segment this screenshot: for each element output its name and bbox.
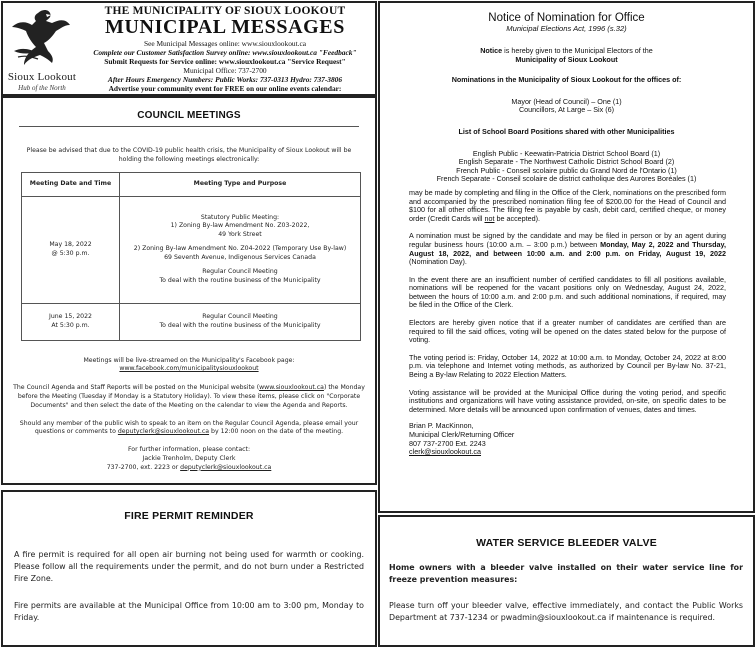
purpose-line: Regular Council Meeting <box>202 268 278 276</box>
meeting-time: At 5:30 p.m. <box>51 321 90 329</box>
voting-assistance-paragraph: Voting assistance will be provided at the Municipal Office during the voting period, and specific institutions and organizations will have voting assistance provided, on-site, on specific dates to be determined. More details will be announced upon confirmation of venues, dates and times. <box>409 387 726 414</box>
masthead-events-line: Advertise your community event for FREE on our online events calendar: <box>108 84 342 94</box>
logo-wordmark: Sioux Lookout <box>7 71 77 83</box>
purpose-line: 1) Zoning By-law Amendment No. Z03-2022, <box>170 222 310 230</box>
contact-intro: For further information, please contact: <box>127 446 251 454</box>
list-item: English Public - Keewatin-Patricia District School Board (1) <box>472 148 661 158</box>
purpose-line: 69 Seventh Avenue, Indigenous Services Canada <box>164 253 316 261</box>
col-header-type: Meeting Type and Purpose <box>120 172 361 196</box>
meeting-date: June 15, 2022 <box>49 313 92 320</box>
clerk-phone: 807 737-2700 Ext. 2243 <box>409 438 486 448</box>
meetings-table <box>21 172 361 341</box>
meeting-purpose-cell <box>120 196 361 303</box>
filing-text-start: may be made by completing and filing in the Office of the Clerk, nominations on the prescribed form and accompanied by the prescribed nomination filing fee of $200.00 for the Head of Council and $100 for all other offices. The filing fee is payable by cash, debit card, certified cheque, or money order (Credit Cards will <box>409 187 726 223</box>
clerk-email-link[interactable]: clerk@siouxlookout.ca <box>409 447 482 457</box>
clerk-title: Municipal Clerk/Returning Officer <box>409 430 515 439</box>
offices-list <box>380 98 753 115</box>
school-board-list <box>380 150 753 184</box>
meeting-date: May 18, 2022 <box>49 241 92 248</box>
list-item: Councillors, At Large – Six (6) <box>518 105 615 115</box>
website-link[interactable]: www.siouxlookout.ca <box>259 384 324 392</box>
purpose-line: To deal with the routine business of the Municipality <box>159 277 321 285</box>
clerk-name: Brian P. MacKinnon, <box>409 421 474 431</box>
municipality-logo <box>6 7 76 91</box>
council-intro: Please be advised that due to the COVID-19 public health crisis, the Municipality of Sioux Lookout will be holding the following meetings electronically: <box>26 147 352 163</box>
voting-notice-paragraph: Electors are hereby given notice that if a greater number of candidates are certified than are required to fill the said offices, voting will be opened on the dates stated below for the purpose of voting. <box>409 318 726 345</box>
water-bleeder-section <box>378 515 755 647</box>
contact-phone: 737-2700, ext. 2223 or <box>106 463 181 471</box>
masthead <box>1 1 377 96</box>
public-text-end: by 12:00 noon on the date of the meeting. <box>209 428 344 436</box>
masthead-survey-line[interactable]: Complete our Customer Satisfaction Survey online: www.siouxlookout.ca "Feedback" <box>93 48 357 58</box>
reopen-paragraph: In the event there are an insufficient number of certified candidates to fill all positions available, nominations will be reopened for the vacant positions only on Wednesday, August 24, 2022, between the hours of 10:00 a.m. and 2:00 p.m. and such additional nominations, if required, may be filed in the Office of the Clerk. <box>409 274 726 310</box>
nomination-notice-section <box>378 1 755 513</box>
water-bleeder-instructions: Please turn off your bleeder valve, effective immediately, and contact the Public Works Department at 737-1234 or pwadmin@siouxlookout.ca if maintenance is required. <box>389 601 743 622</box>
table-row <box>22 303 361 340</box>
meeting-purpose-cell <box>120 303 361 340</box>
masthead-office-phone: Municipal Office: 737-2700 <box>183 66 267 76</box>
notice-keyword: Notice <box>480 46 503 55</box>
table-row <box>22 196 361 303</box>
agenda-text-start: The Council Agenda and Staff Reports will be posted on the Municipal website ( <box>13 384 260 392</box>
period-text-start: A nomination must be signed by the candidate and may be filed in person or by an agent during regular business hours (10:00 a.m. – 3:00 p.m.) between <box>409 231 726 249</box>
masthead-emergency-line: After Hours Emergency Numbers: Public Works: 737-0313 Hydro: 737-3806 <box>107 75 343 85</box>
filing-not-emphasis: not <box>484 213 495 223</box>
meetings-table-header <box>22 172 361 196</box>
contact-name: Jackie Trenholm, Deputy Clerk <box>142 454 236 462</box>
fire-permit-section <box>1 490 377 647</box>
nomination-subtitle: Municipal Elections Act, 1996 (s.32) <box>506 24 627 33</box>
deputy-clerk-email-link[interactable]: deputyclerk@siouxlookout.ca <box>117 428 210 436</box>
agenda-text-end: ) the Monday before the Meeting (Tuesday if Monday is a Statutory Holiday). To view these items, please click on "Corporate Documents" and then select the date of the Meeting on the calendar to view the Agenda and Reports. <box>17 384 365 409</box>
logo-tagline: Hub of the North <box>18 84 66 92</box>
council-meetings-title: COUNCIL MEETINGS <box>137 110 241 121</box>
purpose-line: 49 York Street <box>218 230 262 238</box>
eagle-logo-icon <box>8 7 74 69</box>
col-header-date: Meeting Date and Time <box>22 172 120 196</box>
fire-permit-paragraph: A fire permit is required for all open air burning not being used for warmth or cooking. Please follow all the requirements under the permit, and do not burn under a Restricted Fire Zone. <box>14 550 364 583</box>
filing-paragraph <box>380 189 753 223</box>
council-contact <box>15 446 363 472</box>
masthead-text <box>77 5 373 103</box>
list-item: English Separate - The Northwest Catholic District School Board (2) <box>458 157 675 167</box>
list-item: French Public - Conseil scolaire public du Grand Nord de l'Ontario (1) <box>456 165 677 175</box>
list-item: French Separate - Conseil scolaire de district catholique des Aurores Boréales (1) <box>436 174 697 184</box>
purpose-line: Statutory Public Meeting: <box>200 213 280 221</box>
period-text-end: (Nomination Day). <box>409 257 467 267</box>
school-board-heading: List of School Board Positions shared with other Municipalities <box>458 126 675 136</box>
livestream-notice <box>15 357 363 375</box>
masthead-online-link[interactable]: See Municipal Messages online: www.siouxlookout.ca <box>143 39 307 48</box>
nomination-title: Notice of Nomination for Office <box>488 12 645 24</box>
agenda-notice <box>13 384 365 410</box>
purpose-line: 2) Zoning By-law Amendment No. Z04-2022 (Temporary Use By-law) <box>133 245 347 253</box>
meeting-date-cell <box>22 303 120 340</box>
contact-email-link[interactable]: deputyclerk@siouxlookout.ca <box>180 463 272 471</box>
notice-text: is hereby given to the Municipal Electors of the <box>502 46 653 55</box>
purpose-line: To deal with the routine business of the Municipality <box>159 321 321 329</box>
notice-municipality: Municipality of Sioux Lookout <box>515 54 618 64</box>
voting-period-paragraph: The voting period is: Friday, October 14, 2022 at 10:00 a.m. to Monday, October 24, 2022 at 8:00 p.m. via telephone and Internet voting methods, as authorized by Council per By-law No. 37-21, Being a By-law Relating to 2022 Election Matters. <box>409 352 726 380</box>
facebook-link[interactable]: www.facebook.com/municipalitysiouxlookout <box>119 365 259 373</box>
filing-text-end: be accepted). <box>494 213 541 223</box>
council-meetings-section <box>1 96 377 485</box>
fire-permit-title: FIRE PERMIT REMINDER <box>124 510 254 522</box>
meeting-time: @ 5:30 p.m. <box>51 249 90 257</box>
meeting-date-cell <box>22 196 120 303</box>
public-text-start: Should any member of the public wish to speak to an item on the Regular Council Agenda, please email your questions or comments to <box>19 419 359 436</box>
masthead-municipality: THE MUNICIPALITY OF SIOUX LOOKOUT <box>104 5 346 17</box>
nomination-notice-intro <box>380 47 753 64</box>
purpose-line: Regular Council Meeting <box>202 313 278 320</box>
masthead-service-line[interactable]: Submit Requests for Service online: www.siouxlookout.ca "Service Request" <box>104 57 346 67</box>
masthead-title: MUNICIPAL MESSAGES <box>105 16 345 38</box>
period-dates: Monday, May 2, 2022 and Thursday, August 18, 2022, and between 10:00 a.m. and 2:00 p.m. on Friday, August 19, 2022 <box>409 239 726 258</box>
public-comments-notice <box>15 420 363 438</box>
nomination-period-paragraph <box>380 232 753 266</box>
water-bleeder-audience: Home owners with a bleeder valve installed on their water service line for freeze prevention measures: <box>389 563 743 584</box>
offices-heading: Nominations in the Municipality of Sioux Lookout for the offices of: <box>451 75 682 85</box>
water-bleeder-title: WATER SERVICE BLEEDER VALVE <box>476 537 657 549</box>
council-title-divider <box>19 126 359 127</box>
clerk-signature <box>380 422 753 456</box>
list-item: Mayor (Head of Council) – One (1) <box>511 96 622 106</box>
livestream-text: Meetings will be live-streamed on the Municipality's Facebook page: <box>83 356 295 364</box>
fire-permit-hours: Fire permits are available at the Municipal Office from 10:00 am to 3:00 pm, Monday to Friday. <box>14 601 364 622</box>
